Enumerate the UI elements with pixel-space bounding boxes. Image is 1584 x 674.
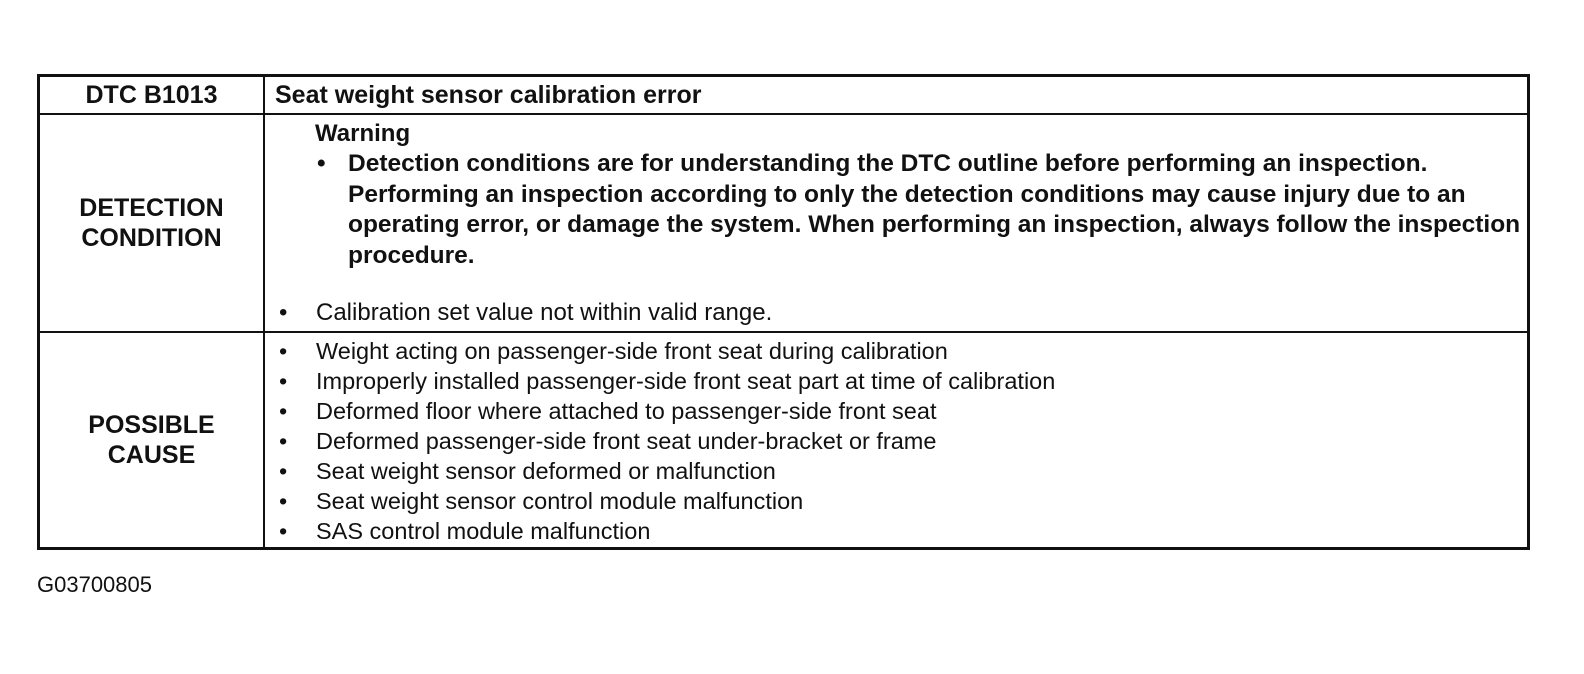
bullet-icon: • bbox=[279, 338, 288, 364]
bullet-icon: • bbox=[279, 518, 288, 544]
cause-item bbox=[279, 486, 1527, 516]
cause-text: Deformed floor where attached to passenger-side front seat bbox=[316, 398, 937, 424]
cause-list bbox=[265, 333, 1527, 546]
cause-text: Weight acting on passenger-side front seat during calibration bbox=[316, 338, 948, 364]
bullet-icon: • bbox=[279, 458, 288, 484]
detection-condition-row bbox=[39, 114, 1529, 332]
condition-text: Calibration set value not within valid range. bbox=[316, 299, 773, 326]
cause-text: SAS control module malfunction bbox=[316, 518, 651, 544]
figure-code: G03700805 bbox=[37, 572, 152, 597]
bullet-icon: • bbox=[317, 150, 326, 177]
cause-item bbox=[279, 456, 1527, 486]
possible-cause-row bbox=[39, 332, 1529, 549]
condition-bullet-item bbox=[279, 298, 772, 328]
cause-item bbox=[279, 426, 1527, 456]
detection-condition-label bbox=[39, 114, 265, 332]
cause-text: Deformed passenger-side front seat under-bracket or frame bbox=[316, 428, 937, 454]
cause-item bbox=[279, 396, 1527, 426]
possible-cause-label bbox=[39, 332, 265, 549]
bullet-icon: • bbox=[279, 488, 288, 514]
bullet-icon: • bbox=[279, 299, 288, 326]
bullet-icon: • bbox=[279, 398, 288, 424]
possible-cause-content bbox=[264, 332, 1529, 549]
cause-item bbox=[279, 516, 1527, 546]
dtc-code-label: DTC B1013 bbox=[39, 76, 265, 115]
warning-title: Warning bbox=[315, 120, 411, 147]
bullet-icon: • bbox=[279, 368, 288, 394]
cause-item bbox=[279, 366, 1527, 396]
warning-text: Detection conditions are for understanding the DTC outline before performing an inspection. Performing an inspection according to only the detection conditions may cause injury due to an operating error, or damage the system. When performing an inspection, always follow the inspection procedure. bbox=[348, 150, 1521, 269]
cause-item bbox=[279, 336, 1527, 366]
cause-label-line1: POSSIBLE bbox=[88, 411, 215, 439]
detection-label-line1: DETECTION bbox=[79, 194, 224, 222]
detection-label-line2: CONDITION bbox=[81, 224, 222, 252]
cause-label-line2: CAUSE bbox=[107, 441, 196, 469]
cause-text: Improperly installed passenger-side front seat part at time of calibration bbox=[316, 368, 1056, 394]
dtc-header-row bbox=[39, 76, 1529, 115]
warning-bullet-item bbox=[315, 149, 1525, 271]
bullet-icon: • bbox=[279, 428, 288, 454]
dtc-description: Seat weight sensor calibration error bbox=[264, 76, 1529, 115]
dtc-table bbox=[37, 74, 1530, 550]
cause-text: Seat weight sensor deformed or malfunction bbox=[316, 458, 776, 484]
cause-text: Seat weight sensor control module malfunction bbox=[316, 488, 804, 514]
detection-condition-content bbox=[264, 114, 1529, 332]
